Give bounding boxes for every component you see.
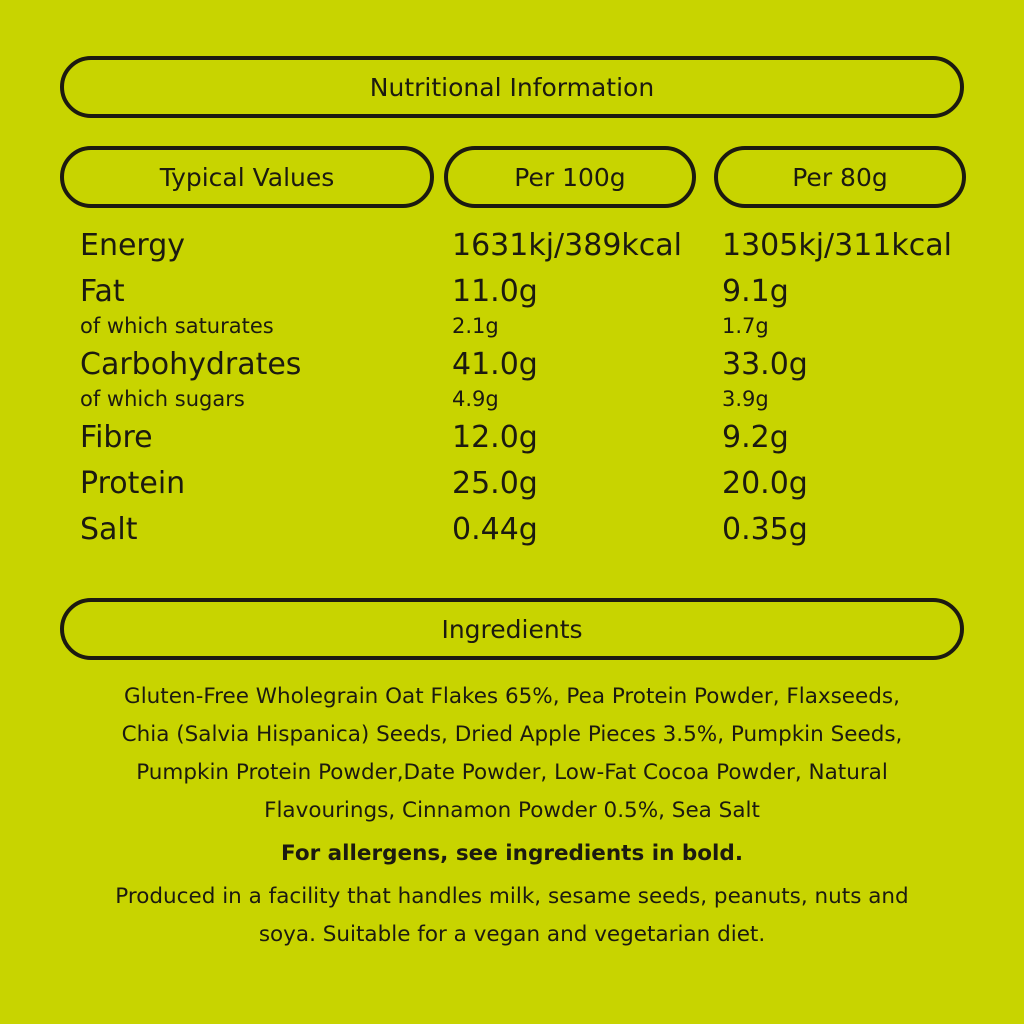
nutrient-per100: 2.1g [452,314,499,338]
nutrient-per80: 1305kj/311kcal [722,228,953,263]
nutrient-per80: 9.1g [722,274,789,309]
nutrient-per100: 25.0g [452,466,538,501]
ingredients-line: Gluten-Free Wholegrain Oat Flakes 65%, Pea Protein Powder, Flaxseeds, [124,684,900,709]
ingredients-text [70,678,954,830]
nutrition-row [80,420,980,466]
nutrient-per100: 1631kj/389kcal [452,228,683,263]
nutrient-per80: 20.0g [722,466,808,501]
facility-note [70,878,954,954]
nutrient-per100: 11.0g [452,274,538,309]
nutrient-label: Salt [80,512,138,547]
nutrient-per100: 0.44g [452,512,538,547]
nutrient-per80: 3.9g [722,387,769,411]
nutrient-label: of which saturates [80,314,274,338]
ingredients-title-pill [60,598,964,660]
nutrient-per80: 33.0g [722,347,808,382]
nutrition-title: Nutritional Information [369,72,655,102]
nutrient-label: Energy [80,228,186,263]
nutrition-table [80,228,980,558]
per-100g-pill [444,146,696,208]
nutrient-per80: 0.35g [722,512,808,547]
per-80g-header: Per 80g [792,162,888,192]
nutrition-row [80,512,980,558]
nutrition-row [80,228,980,274]
nutrition-subrow [80,314,980,347]
allergens-note: For allergens, see ingredients in bold. [281,841,743,866]
typical-values-pill [60,146,434,208]
nutrient-per80: 1.7g [722,314,769,338]
per-100g-header: Per 100g [514,162,626,192]
ingredients-line: Flavourings, Cinnamon Powder 0.5%, Sea Salt [264,798,760,823]
nutrition-subrow [80,387,980,420]
nutrient-label: Fibre [80,420,153,455]
ingredients-line: Chia (Salvia Hispanica) Seeds, Dried Apple Pieces 3.5%, Pumpkin Seeds, [121,722,903,747]
per-80g-pill [714,146,966,208]
nutrient-label: Carbohydrates [80,347,302,382]
ingredients-title: Ingredients [441,614,583,644]
nutrition-row [80,466,980,512]
ingredients-line: Pumpkin Protein Powder,Date Powder, Low-Fat Cocoa Powder, Natural [136,760,888,785]
nutrition-title-pill [60,56,964,118]
nutrient-per100: 41.0g [452,347,538,382]
facility-line: Produced in a facility that handles milk, sesame seeds, peanuts, nuts and [115,884,909,909]
nutrient-per100: 4.9g [452,387,499,411]
typical-values-header: Typical Values [159,162,335,192]
nutrient-per80: 9.2g [722,420,789,455]
nutrient-label: of which sugars [80,387,245,411]
nutrient-per100: 12.0g [452,420,538,455]
nutrient-label: Fat [80,274,125,309]
nutrient-label: Protein [80,466,186,501]
facility-line: soya. Suitable for a vegan and vegetarian diet. [258,922,766,947]
